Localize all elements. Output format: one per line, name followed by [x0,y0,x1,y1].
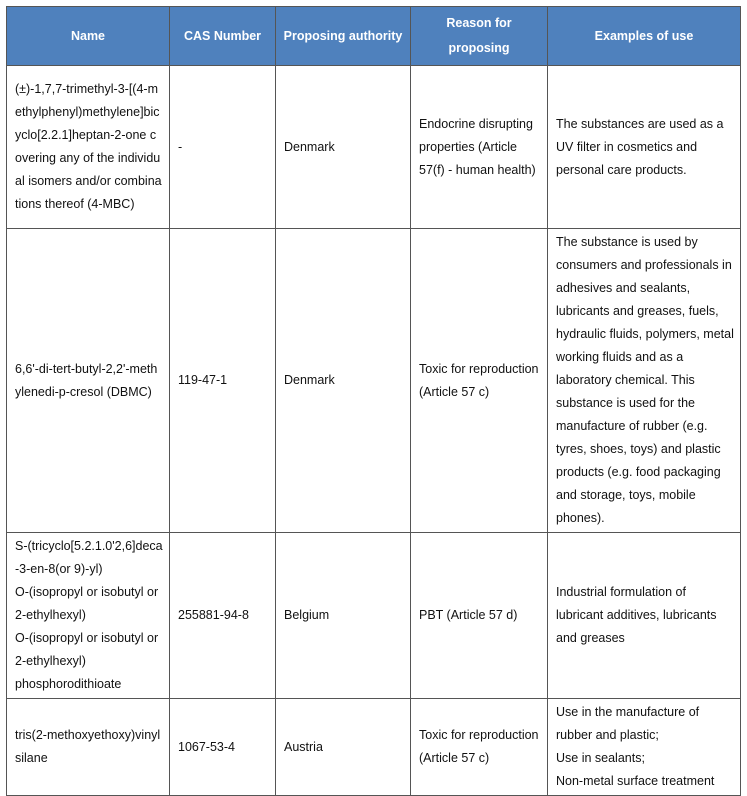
cell-examples [548,699,741,796]
cell-examples: The substance is used by consumers and professionals in adhesives and sealants, lubricants and greases, fuels, hydraulic fluids, polymers, metal working fluids and as a laboratory chemical. This substance is used for the manufacture of rubber (e.g. tyres, shoes, toys) and plastic products (e.g. food packaging and storage, toys, mobile phones). [548,229,741,533]
header-name: Name [7,7,170,66]
table-row [7,66,741,229]
cell-name: 6,6'-di-tert-butyl-2,2'-methylenedi-p-cresol (DBMC) [7,229,170,533]
cell-examples: The substances are used as a UV filter in cosmetics and personal care products. [548,66,741,229]
cell-cas: 119-47-1 [170,229,276,533]
examples-line: Non-metal surface treatment [556,774,715,788]
table-row [7,229,741,533]
header-reason: Reason for proposing [411,7,548,66]
cell-cas: - [170,66,276,229]
examples-line: Use in the manufacture of rubber and plastic; [556,705,700,742]
cell-authority: Denmark [276,229,411,533]
header-proposing-authority: Proposing authority [276,7,411,66]
table-row [7,533,741,699]
cell-name: (±)-1,7,7-trimethyl-3-[(4-methylphenyl)methylene]bicyclo[2.2.1]heptan-2-one covering any of the individual isomers and/or combinations thereof (4-MBC) [7,66,170,229]
cell-reason: Toxic for reproduction (Article 57 c) [411,699,548,796]
cell-reason: Toxic for reproduction (Article 57 c) [411,229,548,533]
name-line: O-(isopropyl or isobutyl or 2-ethylhexyl) [15,585,159,622]
header-examples: Examples of use [548,7,741,66]
cell-examples: Industrial formulation of lubricant additives, lubricants and greases [548,533,741,699]
cell-reason: PBT (Article 57 d) [411,533,548,699]
header-cas-number: CAS Number [170,7,276,66]
name-line: O-(isopropyl or isobutyl or 2-ethylhexyl) [15,631,159,668]
cell-authority: Belgium [276,533,411,699]
header-row [7,7,741,66]
cell-authority: Denmark [276,66,411,229]
cell-reason: Endocrine disrupting properties (Article 57(f) - human health) [411,66,548,229]
name-line: phosphorodithioate [15,677,122,691]
cell-name: tris(2-methoxyethoxy)vinylsilane [7,699,170,796]
cell-name [7,533,170,699]
cell-cas: 255881-94-8 [170,533,276,699]
table-row [7,699,741,796]
name-line: S-(tricyclo[5.2.1.0'2,6]deca-3-en-8(or 9)-yl) [15,539,163,576]
cell-cas: 1067-53-4 [170,699,276,796]
substances-table [6,6,741,796]
cell-authority: Austria [276,699,411,796]
examples-line: Use in sealants; [556,751,645,765]
